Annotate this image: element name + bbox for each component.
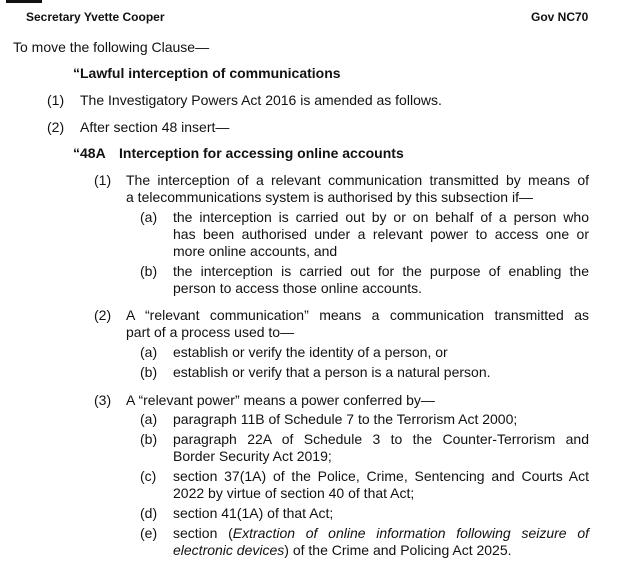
paragraph-text-line: more online accounts, and — [173, 243, 338, 259]
subsection-number: (1) — [94, 172, 112, 188]
paragraph-number: (a) — [140, 411, 158, 427]
subsection-number: (2) — [94, 307, 112, 323]
paragraph-text-line: 2022 by virtue of section 40 of that Act; — [173, 485, 415, 501]
paragraph-number: (b) — [140, 364, 158, 380]
subsection-number: (3) — [94, 392, 112, 408]
subsection-text-line: part of a process used to— — [126, 324, 295, 340]
intro-text: To move the following Clause— — [13, 39, 210, 55]
paragraph-text: establish or verify that a person is a natural person. — [173, 364, 491, 380]
paragraph-text-line: the interception is carried out by or on behalf of a person who — [173, 209, 589, 225]
paragraph-text: establish or verify the identity of a person, or — [173, 344, 448, 360]
section-number: “48A — [73, 145, 106, 161]
top-rule — [6, 0, 42, 3]
item-number: (1) — [47, 92, 65, 108]
text-fragment: section ( — [173, 525, 233, 541]
paragraph-number: (e) — [140, 525, 158, 541]
paragraph-number: (a) — [140, 344, 158, 360]
paragraph-text-line — [173, 541, 512, 559]
paragraph-number: (d) — [140, 505, 158, 521]
text-fragment: ) of the Crime and Policing Act 2025. — [284, 542, 512, 558]
paragraph-text: paragraph 11B of Schedule 7 to the Terrorism Act 2000; — [173, 411, 518, 427]
item-text: After section 48 insert— — [80, 119, 230, 135]
paragraph-number: (b) — [140, 263, 158, 279]
italic-text-fragment: electronic devices — [173, 542, 285, 558]
item-number: (2) — [47, 119, 65, 135]
paragraph-number: (b) — [140, 431, 158, 447]
paragraph-text-line: the interception is carried out for the purpose of enabling the — [173, 263, 589, 279]
subsection-text-line: a telecommunications system is authorised by this subsection if— — [126, 189, 533, 205]
paragraph-number: (c) — [140, 468, 157, 484]
paragraph-text-line: person to access those online accounts. — [173, 280, 423, 296]
paragraph-text: section 41(1A) of that Act; — [173, 505, 334, 521]
section-title: Interception for accessing online accounts — [119, 145, 404, 161]
sponsor-name: Secretary Yvette Cooper — [26, 10, 165, 24]
paragraph-text-line — [173, 524, 589, 542]
paragraph-text-line: section 37(1A) of the Police, Crime, Sentencing and Courts Act — [173, 468, 589, 484]
amendment-reference: Gov NC70 — [531, 10, 589, 24]
item-text: The Investigatory Powers Act 2016 is amended as follows. — [80, 92, 442, 108]
paragraph-text-line: paragraph 22A of Schedule 3 to the Counter-Terrorism and — [173, 431, 589, 447]
subsection-text-line: A “relevant communication” means a communication transmitted as — [126, 307, 589, 323]
subsection-text-line: The interception of a relevant communication transmitted by means of — [126, 172, 589, 188]
paragraph-number: (a) — [140, 209, 158, 225]
subsection-text-line: A “relevant power” means a power conferred by— — [126, 392, 435, 408]
clause-title: “Lawful interception of communications — [73, 65, 341, 81]
paragraph-text-line: Border Security Act 2019; — [173, 448, 332, 464]
italic-text-fragment: Extraction of online information following seizure of — [232, 525, 589, 541]
paragraph-text-line: has been authorised under a relevant power to access one or — [173, 226, 589, 242]
